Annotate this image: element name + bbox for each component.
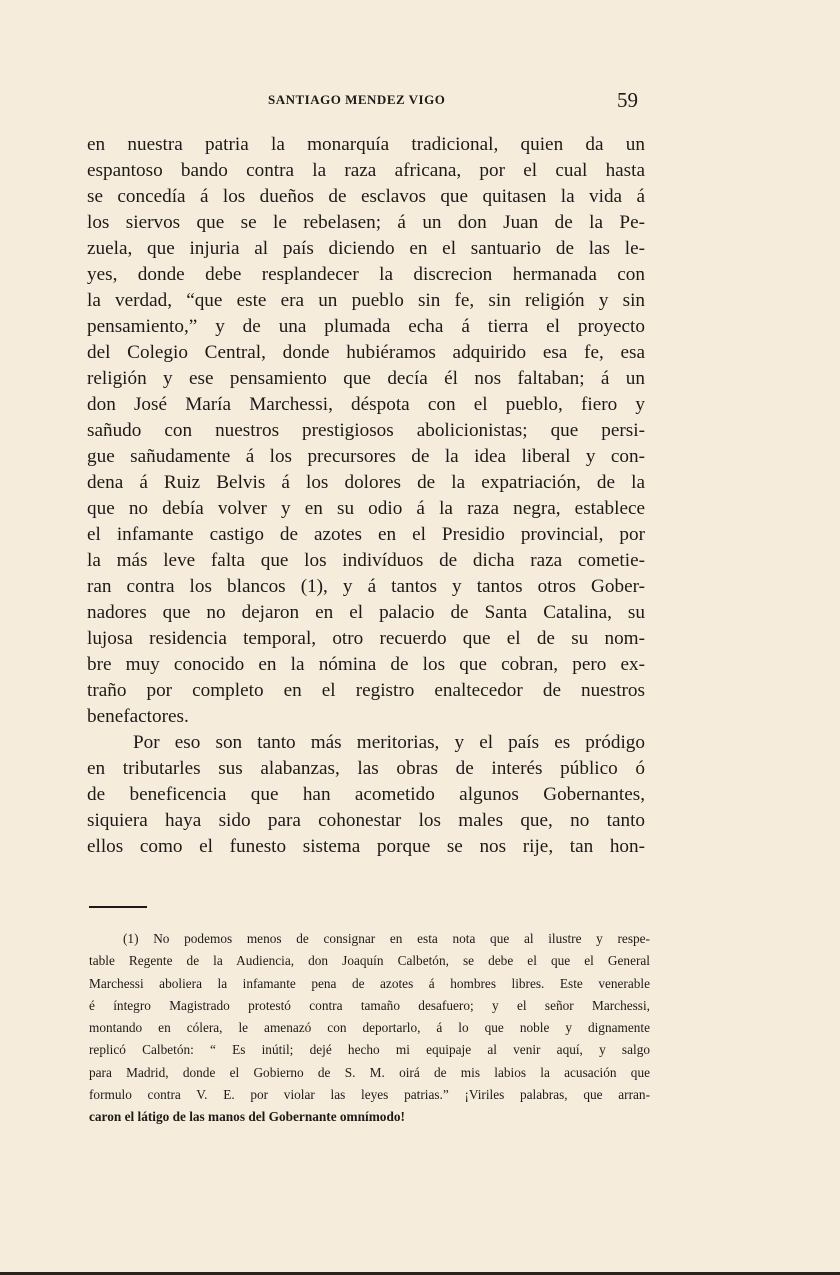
footnote-line: (1) No podemos menos de consignar en esta nota que al ilustre y respe- <box>123 931 650 946</box>
text-line: en tributarles sus alabanzas, las obras de interés público ó <box>87 758 645 779</box>
footnote-line: montando en cólera, le amenazó con deportarlo, á lo que noble y dignamente <box>89 1020 650 1036</box>
text-line: se concedía á los dueños de esclavos que quitasen la vida á <box>87 186 645 207</box>
text-line: la verdad, “que este era un pueblo sin fe, sin religión y sin <box>87 290 645 311</box>
footnote-line: formulo contra V. E. por violar las leyes patrias.” ¡Viriles palabras, que arran- <box>89 1087 650 1103</box>
text-line: nadores que no dejaron en el palacio de Santa Catalina, su <box>87 602 645 623</box>
text-line: siquiera haya sido para cohonestar los males que, no tanto <box>87 810 645 831</box>
footnote-line: table Regente de la Audiencia, don Joaquín Calbetón, se debe el que el General <box>89 953 650 969</box>
footnote-line: é íntegro Magistrado protestó contra tamaño desafuero; y el señor Marchessi, <box>89 997 650 1013</box>
text-line: Por eso son tanto más meritorias, y el país es pródigo <box>133 732 645 753</box>
text-line: del Colegio Central, donde hubiéramos adquirido esa fe, esa <box>87 342 645 363</box>
text-line: zuela, que injuria al país diciendo en el santuario de las le- <box>87 238 645 259</box>
footnote-line: caron el látigo de las manos del Gobernante omnímodo! <box>89 1109 405 1125</box>
page-number: 59 <box>617 88 638 112</box>
footnote-line: para Madrid, donde el Gobierno de S. M. oirá de mis labios la acusación que <box>89 1064 650 1080</box>
text-line: dena á Ruiz Belvis á los dolores de la expatriación, de la <box>87 472 645 493</box>
text-line: bre muy conocido en la nómina de los que cobran, pero ex- <box>87 654 645 675</box>
text-line: los siervos que se le rebelasen; á un don Juan de la Pe- <box>87 212 645 233</box>
text-line: el infamante castigo de azotes en el Presidio provincial, por <box>87 524 645 545</box>
text-line: yes, donde debe resplandecer la discrecion hermanada con <box>87 264 645 285</box>
text-line: lujosa residencia temporal, otro recuerdo que el de su nom- <box>87 628 645 649</box>
footnote <box>89 928 650 1129</box>
text-line: sañudo con nuestros prestigiosos abolicionistas; que persi- <box>87 420 645 441</box>
text-line: pensamiento,” y de una plumada echa á tierra el proyecto <box>87 316 645 337</box>
text-line: ellos como el funesto sistema porque se nos rije, tan hon- <box>87 836 645 857</box>
text-line: gue sañudamente á los precursores de la idea liberal y con- <box>87 446 645 467</box>
text-line: en nuestra patria la monarquía tradicional, quien da un <box>87 134 645 155</box>
text-line: espantoso bando contra la raza africana, por el cual hasta <box>87 160 645 181</box>
text-line: la más leve falta que los indivíduos de dicha raza cometie- <box>87 550 645 571</box>
running-title: SANTIAGO MENDEZ VIGO <box>268 92 446 107</box>
footnote-line: Marchessi aboliera la infamante pena de azotes á hombres libres. Este venerable <box>89 975 650 991</box>
text-line: benefactores. <box>87 706 189 727</box>
text-line: don José María Marchessi, déspota con el pueblo, fiero y <box>87 394 645 415</box>
text-line: religión y ese pensamiento que decía él nos faltaban; á un <box>87 368 645 389</box>
text-line: traño por completo en el registro enaltecedor de nuestros <box>87 680 645 701</box>
text-line: de beneficencia que han acometido algunos Gobernantes, <box>87 784 645 805</box>
footnote-line: replicó Calbetón: “ Es inútil; dejé hecho mi equipaje al venir aquí, y salgo <box>89 1042 650 1058</box>
text-line: que no debía volver y en su odio á la raza negra, establece <box>87 498 645 519</box>
text-line: ran contra los blancos (1), y á tantos y tantos otros Gober- <box>87 576 645 597</box>
body-text <box>87 132 645 860</box>
footnote-divider <box>89 906 147 908</box>
